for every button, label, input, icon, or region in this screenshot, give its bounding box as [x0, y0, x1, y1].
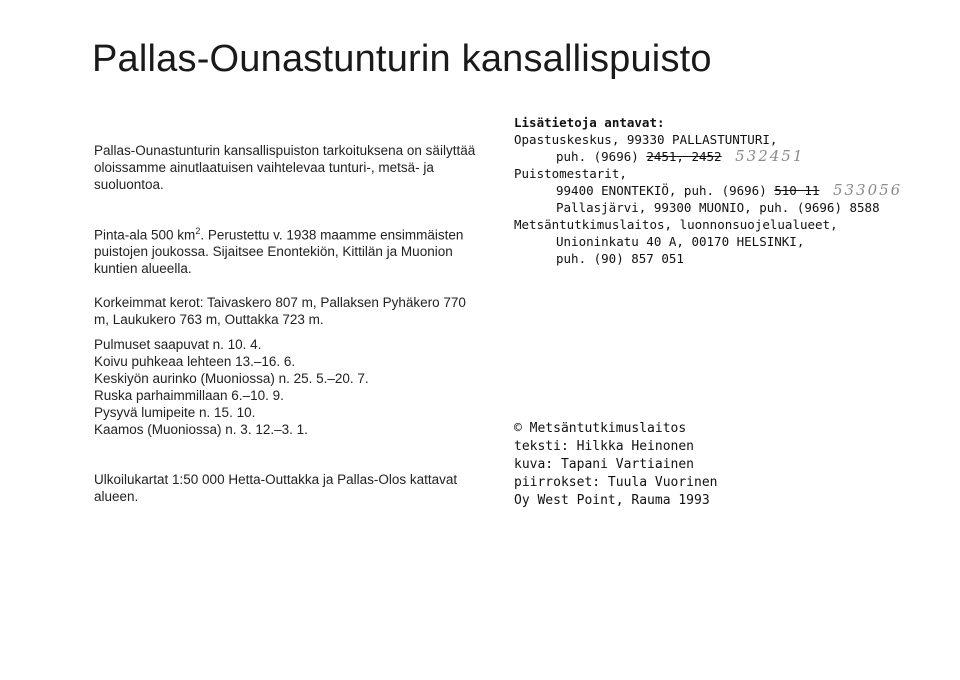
phenology-item: Keskiyön aurinko (Muoniossa) n. 25. 5.–20. 7.	[94, 371, 369, 386]
credits-block	[514, 420, 718, 510]
contact-block	[514, 114, 902, 267]
struck-phone: 510 11	[774, 183, 820, 198]
credit-line: © Metsäntutkimuslaitos	[514, 421, 687, 436]
contact-line: Metsäntutkimuslaitos, luonnonsuojelualueet,	[514, 217, 838, 232]
handwritten-phone: 533056	[832, 181, 903, 199]
intro-paragraph: Pallas-Ounastunturin kansallispuiston tarkoituksena on säilyttää oloissamme ainutlaatuisen vaihtelevaa tunturi-, metsä- ja suoluontoa.	[94, 142, 476, 192]
contact-header: Lisätietoja antavat:	[514, 115, 665, 130]
page-title: Pallas-Ounastunturin kansallispuisto	[92, 38, 712, 80]
contact-phone-line	[514, 182, 902, 199]
contact-line: puh. (90) 857 051	[556, 251, 684, 266]
contact-line: Pallasjärvi, 99300 MUONIO, puh. (9696) 8588	[556, 200, 880, 215]
maps-paragraph: Ulkoilukartat 1:50 000 Hetta-Outtakka ja Pallas-Olos kattavat alueen.	[94, 471, 458, 504]
contact-line: Unioninkatu 40 A, 00170 HELSINKI,	[556, 234, 805, 249]
phone-prefix: 99400 ENONTEKIÖ, puh. (9696)	[556, 183, 767, 198]
phone-prefix: puh. (9696)	[556, 149, 639, 164]
phenology-item: Koivu puhkeaa lehteen 13.–16. 6.	[94, 354, 296, 369]
credit-line: kuva: Tapani Vartiainen	[514, 457, 695, 472]
phenology-item: Kaamos (Muoniossa) n. 3. 12.–3. 1.	[94, 422, 308, 437]
peaks-paragraph: Korkeimmat kerot: Taivaskero 807 m, Pallaksen Pyhäkero 770 m, Laukukero 763 m, Outtakka 723 m.	[94, 294, 466, 327]
phenology-item: Ruska parhaimmillaan 6.–10. 9.	[94, 388, 284, 403]
area-superscript: 2	[195, 225, 201, 236]
phenology-item: Pysyvä lumipeite n. 15. 10.	[94, 405, 256, 420]
struck-phone: 2451, 2452	[646, 149, 722, 164]
phenology-item: Pulmuset saapuvat n. 10. 4.	[94, 337, 262, 352]
contact-line: Puistomestarit,	[514, 166, 627, 181]
area-prefix: Pinta-ala 500 km	[94, 227, 196, 242]
phenology-list	[94, 336, 484, 438]
credit-line: teksti: Hilkka Heinonen	[514, 439, 695, 454]
credit-line: Oy West Point, Rauma 1993	[514, 493, 710, 508]
area-rest: . Perustettu v. 1938 maamme ensimmäisten puistojen joukossa. Sijaitsee Enontekiön, Kittilän ja Muonion kuntien alueella.	[94, 227, 464, 276]
handwritten-phone: 532451	[735, 147, 805, 165]
area-paragraph	[94, 223, 484, 278]
contact-phone-line	[514, 148, 902, 165]
contact-line: Opastuskeskus, 99330 PALLASTUNTURI,	[514, 132, 778, 147]
credit-line: piirrokset: Tuula Vuorinen	[514, 475, 718, 490]
